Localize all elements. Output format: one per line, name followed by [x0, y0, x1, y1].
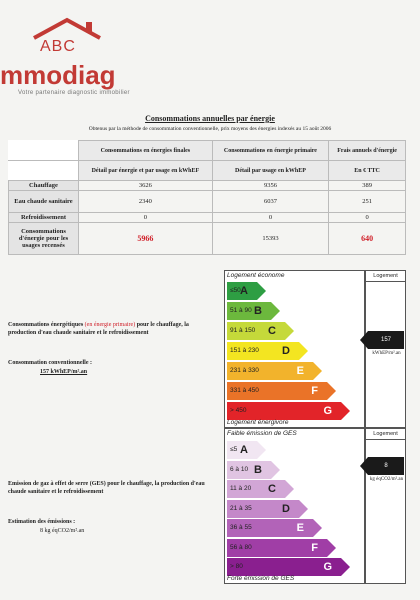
energy-class-range: 51 à 90 [230, 307, 252, 314]
page-subtitle: Obtenus par la méthode de consommation conventionnelle, prix moyens des énergies indexés au 15 août 2006 [88, 126, 332, 132]
est-value: 8 kg éqCO2/m².an [40, 528, 85, 534]
cell-cost-total: 640 [329, 223, 406, 255]
ges-class-letter: G [323, 561, 332, 573]
energy-arrow-tip [313, 362, 322, 380]
ges-description: Emission de gaz à effet de serre (GES) pour le chauffage, la production d'eau chaude sanitaire et le refroidissement [8, 481, 205, 495]
ges-class-bar-f [227, 539, 327, 557]
ges-class-bar-d [227, 500, 299, 518]
est-label: Estimation des émissions : [8, 519, 76, 525]
energy-class-bar-a [227, 282, 257, 300]
ges-side-head: Logement [366, 429, 405, 440]
conv-label: Consommation conventionnelle : [8, 360, 92, 366]
col-primary-sub: Détail par usage en kWhEP [212, 161, 328, 181]
col-cost-sub: En € TTC [329, 161, 406, 181]
row-label: Chauffage [9, 181, 79, 191]
ges-class-range: 56 à 80 [230, 543, 252, 551]
ges-arrow-tip [313, 519, 322, 537]
energy-arrow-tip [299, 342, 308, 360]
cell-ep-total: 15393 [212, 223, 328, 255]
energy-label-panel [224, 270, 365, 428]
energy-class-range: 151 à 230 [230, 347, 259, 354]
ges-side-panel [365, 428, 406, 584]
energy-side-head: Logement [366, 271, 405, 282]
energy-class-letter: A [240, 285, 248, 297]
energy-class-range: ≤50 [230, 287, 241, 294]
ges-arrow-tip [285, 480, 294, 498]
energy-class-letter: C [268, 325, 276, 337]
cell-ef-total: 5966 [79, 223, 213, 255]
table-row [9, 213, 406, 223]
row-label: Eau chaude sanitaire [9, 191, 79, 213]
table-header-row [9, 141, 406, 161]
ges-class-range: ≤5 [230, 446, 238, 453]
ges-class-bar-e [227, 519, 313, 537]
energy-unit: kWhEP/m².an [372, 351, 401, 356]
col-final-head: Consommations en énergies finales [79, 141, 213, 161]
ges-head-top: Faible émission de GES [227, 430, 297, 437]
cell-cost: 251 [329, 191, 406, 213]
col-final-sub: Détail par énergie et par usage en kWhEF [79, 161, 213, 181]
energy-arrow-tip [285, 322, 294, 340]
ges-class-letter: C [268, 483, 276, 495]
table-row-total [9, 223, 406, 255]
ges-class-bar-c [227, 480, 285, 498]
energy-class-range: > 450 [230, 407, 247, 414]
col-cost-head: Frais annuels d'énergie [329, 141, 406, 161]
energy-class-letter: B [254, 305, 262, 317]
ges-class-range: > 80 [230, 563, 243, 570]
energy-head-top: Logement économe [227, 272, 285, 279]
cell-ep: 6037 [212, 191, 328, 213]
logo-brand: mmodiag [0, 60, 116, 90]
ges-class-letter: A [240, 444, 248, 456]
ges-class-letter: D [282, 502, 290, 515]
page-title: Consommations annuelles par énergie [145, 114, 275, 123]
table-subheader-row [9, 161, 406, 181]
energy-arrow-tip [341, 402, 350, 420]
cell-ep: 0 [212, 213, 328, 223]
energy-description [8, 322, 218, 337]
row-label: Refroidissement [9, 213, 79, 223]
energy-class-bar-f [227, 382, 327, 400]
table-row [9, 191, 406, 213]
conv-value: 157 kWhEP/m².an [40, 369, 88, 375]
ges-class-bar-b [227, 461, 271, 479]
energy-class-bar-c [227, 322, 285, 340]
tagline: Votre partenaire diagnostic immobilier [18, 90, 130, 96]
consumption-table [8, 140, 406, 255]
cell-ef: 2340 [79, 191, 213, 213]
company-logo [0, 8, 200, 88]
row-label: Consommations d'énergie pour les usages recensés [9, 223, 79, 255]
ges-arrow-tip [299, 500, 308, 518]
energy-class-letter: D [282, 345, 290, 357]
ges-class-letter: E [296, 522, 304, 534]
energy-class-letter: E [296, 365, 304, 377]
ges-arrow-tip [341, 558, 350, 576]
ges-unit: kg éqCO2/m².an [369, 477, 404, 482]
cell-ef: 3626 [79, 181, 213, 191]
ges-class-range: 11 à 20 [230, 485, 252, 492]
corner-cell-2 [9, 161, 79, 181]
ges-class-range: 6 à 10 [230, 465, 249, 473]
energy-class-letter: F [311, 385, 318, 397]
energy-side-panel [365, 270, 406, 428]
ges-class-letter: B [254, 463, 262, 476]
ges-arrow-tip [271, 461, 280, 479]
energy-desc-a: Consommations énergétiques [8, 322, 84, 328]
energy-desc-hl: (en énergie primaire) [84, 322, 136, 328]
cell-ef: 0 [79, 213, 213, 223]
energy-arrow-tip [271, 302, 280, 320]
col-primary-head: Consommations en énergie primaire [212, 141, 328, 161]
ges-arrow-tip [327, 539, 336, 557]
energy-arrow-tip [327, 382, 336, 400]
cell-cost: 389 [329, 181, 406, 191]
table-row [9, 181, 406, 191]
energy-class-range: 331 à 450 [230, 387, 259, 394]
energy-class-letter: G [323, 405, 332, 417]
energy-class-range: 231 à 330 [230, 367, 259, 374]
energy-class-bar-d [227, 342, 299, 360]
energy-class-bar-e [227, 362, 313, 380]
cell-cost: 0 [329, 213, 406, 223]
ges-class-bar-a [227, 441, 257, 459]
energy-desc-b: pour le chauffage, la production d'eau chaude sanitaire et le refroidissement [8, 322, 189, 336]
ges-label-panel [224, 428, 365, 584]
logo-abc: ABC [40, 38, 76, 55]
cell-ep: 9356 [212, 181, 328, 191]
ges-value-indicator: 8 [368, 457, 404, 475]
ges-class-range: 36 à 55 [230, 524, 252, 531]
energy-class-range: 91 à 150 [230, 327, 256, 334]
ges-arrow-tip [257, 441, 266, 459]
energy-head-bottom: Logement énergivore [227, 419, 289, 426]
ges-class-letter: F [311, 541, 318, 554]
ges-head-bottom: Forte émission de GES [227, 575, 295, 582]
corner-cell [9, 141, 79, 161]
ges-class-range: 21 à 35 [230, 504, 252, 512]
energy-value-indicator: 157 [368, 331, 404, 349]
energy-class-bar-b [227, 302, 271, 320]
energy-arrow-tip [257, 282, 266, 300]
